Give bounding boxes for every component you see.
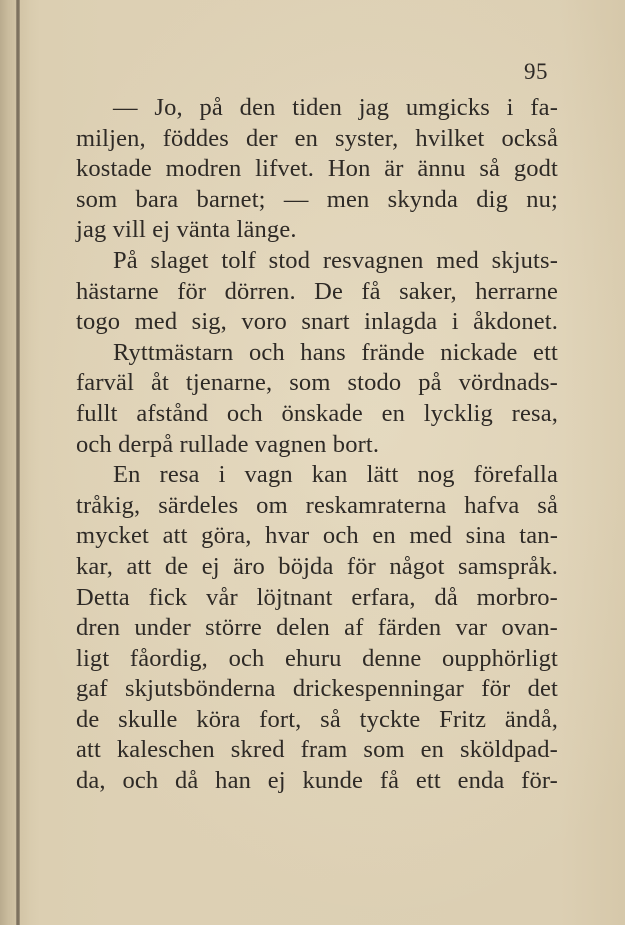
paragraph	[76, 338, 558, 460]
paragraph	[76, 246, 558, 338]
text-line: att kaleschen skred fram som en sköldpad-	[76, 736, 558, 764]
text-line: farväl åt tjenarne, som stodo på vördnads-	[76, 369, 558, 397]
text-line: — Jo, på den tiden jag umgicks i fa-	[113, 94, 558, 121]
text-line: kostade modren lifvet. Hon är ännu så godt	[76, 155, 558, 183]
text-line: som bara barnet; — men skynda dig nu;	[76, 185, 558, 213]
paragraph	[76, 460, 558, 797]
text-line: mycket att göra, hvar och en med sina tan-	[76, 522, 558, 550]
text-line: gaf skjutsbönderna drickespenningar för det	[76, 675, 558, 703]
text-line: Ryttmästarn och hans frände nickade ett	[113, 338, 558, 366]
text-line: da, och då han ej kunde få ett enda för-	[76, 767, 558, 795]
text-line: ligt fåordig, och ehuru denne oupphörligt	[76, 644, 558, 672]
page-number: 95	[524, 59, 548, 84]
text-line: hästarne för dörren. De få saker, herrarne	[76, 277, 558, 305]
body-text	[76, 93, 558, 797]
text-line: På slaget tolf stod resvagnen med skjuts-	[113, 246, 558, 274]
text-line: kar, att de ej äro böjda för något samspråk.	[76, 552, 558, 580]
text-line: fullt afstånd och önskade en lycklig resa,	[76, 399, 558, 427]
text-line: En resa i vagn kan lätt nog förefalla	[113, 461, 558, 489]
paragraph	[76, 93, 558, 246]
binding-shadow	[0, 0, 30, 925]
text-line: miljen, föddes der en syster, hvilket också	[76, 124, 558, 152]
binding-gutter-line	[16, 0, 20, 925]
text-line: dren under större delen af färden var ovan-	[76, 614, 558, 642]
text-line: tråkig, särdeles om reskamraterna hafva så	[76, 491, 558, 519]
text-line: Detta fick vår löjtnant erfara, då morbro-	[76, 583, 558, 611]
text-line: jag vill ej vänta länge.	[76, 216, 297, 244]
text-line: och derpå rullade vagnen bort.	[76, 430, 380, 458]
text-line: togo med sig, voro snart inlagda i åkdonet.	[76, 308, 558, 336]
text-line: de skulle köra fort, så tyckte Fritz ändå,	[76, 705, 558, 733]
